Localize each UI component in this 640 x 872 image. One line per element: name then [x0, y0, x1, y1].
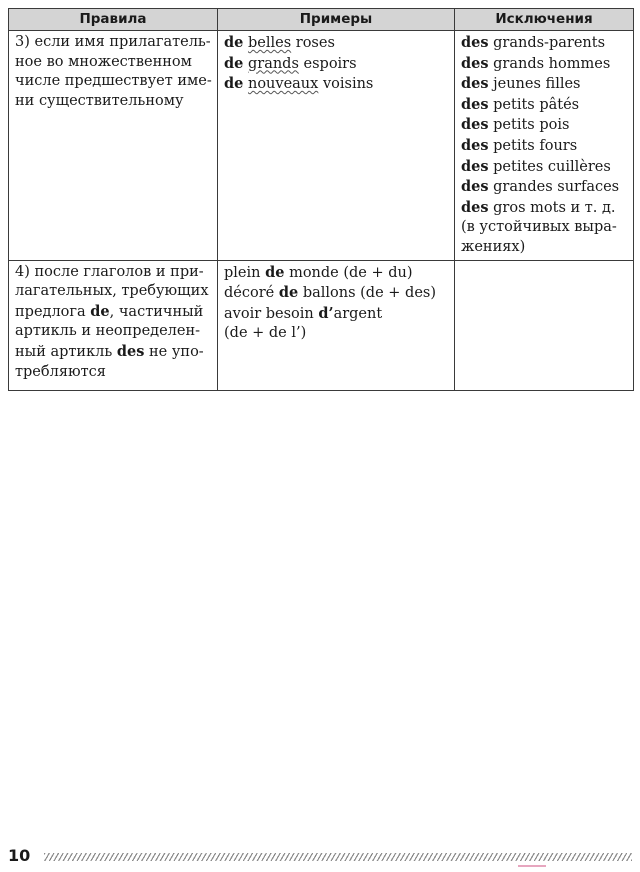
- rule-line: ное во множественном: [15, 53, 192, 70]
- header-row: [9, 9, 634, 31]
- exception-line: [461, 74, 628, 95]
- rule-line: 3) если имя прилагатель-: [15, 34, 211, 50]
- rule-line: лагательных, требующих: [15, 283, 209, 300]
- footer-hatch-decoration: [44, 853, 632, 861]
- exception-line: [461, 157, 628, 178]
- adjective: grands: [247, 55, 299, 72]
- preposition: de: [278, 284, 299, 302]
- example-line: [224, 304, 449, 325]
- article: des: [461, 116, 489, 134]
- exception-text: petits fours: [493, 137, 578, 154]
- article: de: [224, 34, 244, 51]
- rule-line: числе предшествует име-: [15, 73, 212, 90]
- example-text: décoré: [224, 285, 279, 302]
- exception-line: [461, 33, 628, 54]
- exceptions-cell: [455, 260, 634, 390]
- article: des: [461, 95, 489, 113]
- example-text: plein: [224, 264, 266, 281]
- noun: voisins: [322, 76, 374, 93]
- exception-line: [461, 177, 628, 198]
- rule-line: ни существительному: [15, 92, 184, 109]
- example-line: [224, 74, 449, 95]
- rule-line: 4) после глаголов и при-: [15, 263, 204, 280]
- exception-line: [461, 54, 628, 75]
- example-line: (de + de l’): [224, 325, 307, 342]
- rule-line: артикль и неопределен-: [15, 323, 201, 340]
- rule-cell: [9, 260, 218, 390]
- examples-cell: [218, 31, 455, 261]
- exception-text: petits pois: [493, 117, 570, 134]
- rule-text: не упо-: [144, 343, 204, 360]
- rule-line: требляются: [15, 363, 106, 380]
- example-text: avoir besoin: [224, 305, 319, 322]
- example-line: [224, 283, 449, 304]
- rule-text: ный артикль: [15, 343, 117, 360]
- example-text: ballons (de + des): [298, 285, 436, 302]
- example-line: [224, 263, 449, 284]
- rule-keyword: de: [90, 302, 110, 320]
- example-text: monde (de + du): [284, 264, 413, 281]
- header-exceptions: Исключения: [455, 9, 634, 31]
- exception-text: grands-parents: [493, 35, 606, 51]
- exception-line: [461, 115, 628, 136]
- example-text: argent: [333, 305, 383, 322]
- article: des: [461, 34, 489, 51]
- page-footer: [8, 844, 633, 868]
- article: de: [224, 75, 244, 93]
- exception-text: jeunes filles: [493, 76, 581, 93]
- header-rules: Правила: [9, 9, 218, 31]
- preposition: d’: [318, 304, 334, 322]
- rule-keyword: des: [116, 342, 145, 360]
- examples-cell: [218, 260, 455, 390]
- example-line: [224, 33, 449, 54]
- rule-text: , частичный: [109, 303, 204, 320]
- exception-text: grandes surfaces: [493, 179, 620, 196]
- table-row: [9, 260, 634, 390]
- noun: roses: [295, 35, 335, 51]
- exception-note: жениях): [461, 238, 526, 255]
- article: des: [461, 157, 489, 175]
- rule-cell: [9, 31, 218, 261]
- exception-note: (в устойчивых выра-: [461, 219, 617, 236]
- article: de: [224, 54, 244, 72]
- exception-text: petites cuillères: [493, 158, 611, 175]
- rule-text: предлога: [15, 303, 91, 320]
- exception-text: petits pâtés: [493, 96, 580, 113]
- example-line: [224, 54, 449, 75]
- header-examples: Примеры: [218, 9, 455, 31]
- exceptions-cell: [455, 31, 634, 261]
- article: des: [461, 136, 489, 154]
- article: des: [461, 198, 489, 216]
- exception-text: gros mots и т. д.: [493, 199, 616, 216]
- exception-text: grands hommes: [493, 55, 611, 72]
- rule-line: [15, 302, 212, 323]
- article: des: [461, 75, 489, 93]
- noun: espoirs: [303, 55, 357, 72]
- rule-line: [15, 342, 212, 363]
- table-row: [9, 31, 634, 261]
- article: des: [461, 178, 489, 196]
- adjective: nouveaux: [247, 76, 319, 93]
- preposition: de: [265, 263, 285, 281]
- exception-line: [461, 136, 628, 157]
- footer-accent-mark: [518, 865, 546, 867]
- adjective: belles: [247, 35, 292, 51]
- page-number: 10: [8, 846, 31, 865]
- article: des: [461, 54, 489, 72]
- grammar-table: [8, 8, 634, 391]
- exception-line: [461, 95, 628, 116]
- exception-line: [461, 198, 628, 219]
